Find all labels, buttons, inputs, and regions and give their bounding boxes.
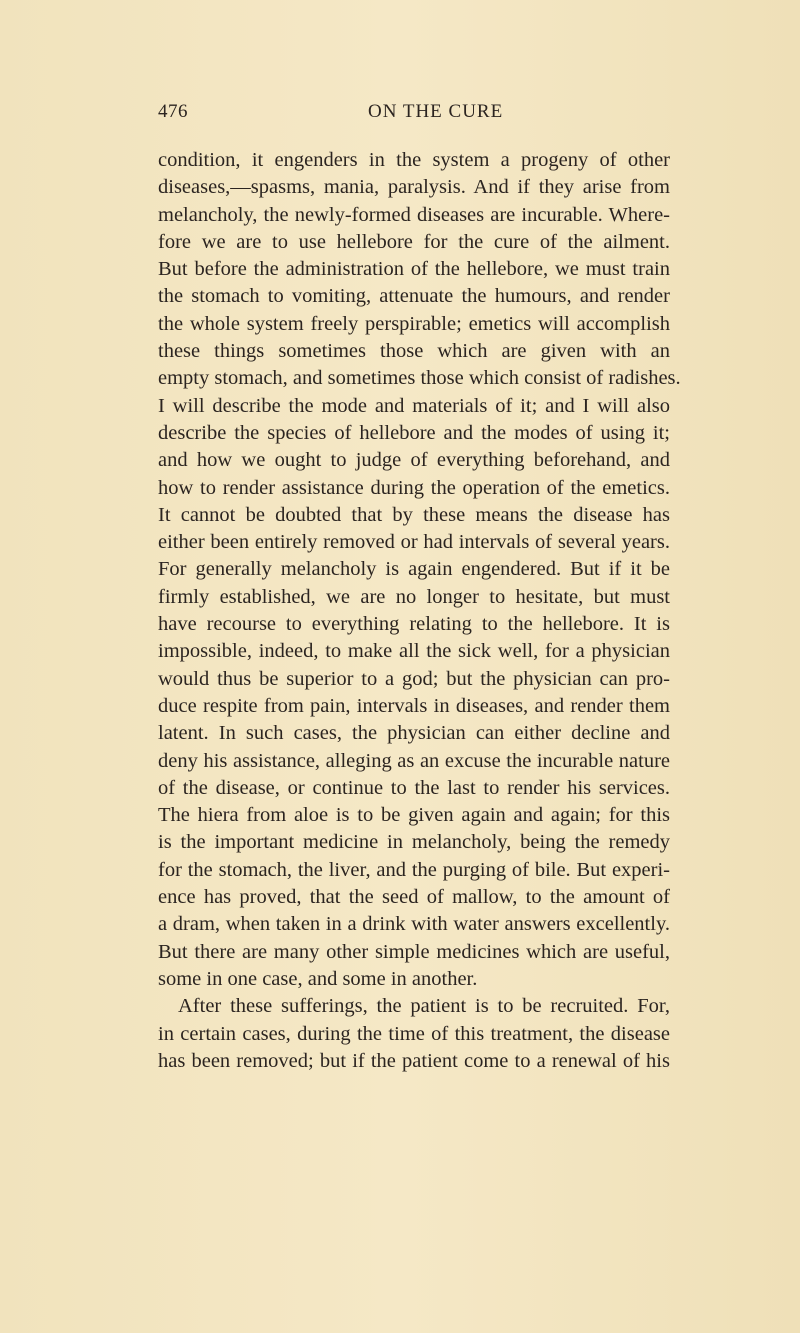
text-line: these things sometimes those which are given with an (158, 340, 670, 363)
text-line: deny his assistance, alleging as an excuse the incurable nature (158, 749, 670, 772)
text-line: and how we ought to judge of everything beforehand, and (158, 449, 670, 472)
text-line: of the disease, or continue to the last to render his services. (158, 776, 670, 799)
text-line: would thus be superior to a god; but the physician can pro- (158, 667, 670, 690)
text-line: a dram, when taken in a drink with water answers excellently. (158, 913, 670, 936)
running-head (158, 101, 667, 131)
text-line: fore we are to use hellebore for the cure of the ailment. (158, 230, 670, 253)
text-line: describe the species of hellebore and the modes of using it; (158, 421, 670, 444)
text-line: After these sufferings, the patient is to be recruited. For, (178, 995, 670, 1018)
text-line: the whole system freely perspirable; emetics will accomplish (158, 312, 670, 335)
text-line: It cannot be doubted that by these means the disease has (158, 503, 670, 526)
text-line: diseases,—spasms, mania, paralysis. And if they arise from (158, 176, 670, 199)
text-line: latent. In such cases, the physician can either decline and (158, 722, 670, 745)
text-line: ence has proved, that the seed of mallow, to the amount of (158, 886, 670, 909)
text-line: For generally melancholy is again engendered. But if it be (158, 558, 670, 581)
text-line: melancholy, the newly-formed diseases are incurable. Where- (158, 203, 670, 226)
text-line: some in one case, and some in another. (158, 967, 478, 990)
text-line: empty stomach, and sometimes those which consist of radishes. (158, 367, 681, 390)
text-line: impossible, indeed, to make all the sick well, for a physician (158, 640, 670, 663)
text-line: how to render assistance during the operation of the emetics. (158, 476, 670, 499)
text-line: But there are many other simple medicines which are useful, (158, 940, 670, 963)
page-number: 476 (158, 101, 188, 122)
text-line: has been removed; but if the patient come to a renewal of his (158, 1049, 670, 1072)
text-line: But before the administration of the hellebore, we must train (158, 258, 670, 281)
text-line: is the important medicine in melancholy, being the remedy (158, 831, 670, 854)
text-line: duce respite from pain, intervals in diseases, and render them (158, 694, 670, 717)
running-title: ON THE CURE (368, 101, 504, 122)
text-line: either been entirely removed or had intervals of several years. (158, 531, 670, 554)
text-line: the stomach to vomiting, attenuate the humours, and render (158, 285, 670, 308)
text-line: I will describe the mode and materials of it; and I will also (158, 394, 670, 417)
text-line: condition, it engenders in the system a progeny of other (158, 149, 670, 171)
text-line: have recourse to everything relating to the hellebore. It is (158, 613, 670, 636)
body-text (158, 147, 681, 1075)
text-line: firmly established, we are no longer to hesitate, but must (158, 585, 670, 608)
text-line: for the stomach, the liver, and the purging of bile. But experi- (158, 858, 670, 881)
text-line: in certain cases, during the time of this treatment, the disease (158, 1022, 670, 1045)
text-line: The hiera from aloe is to be given again and again; for this (158, 804, 670, 827)
